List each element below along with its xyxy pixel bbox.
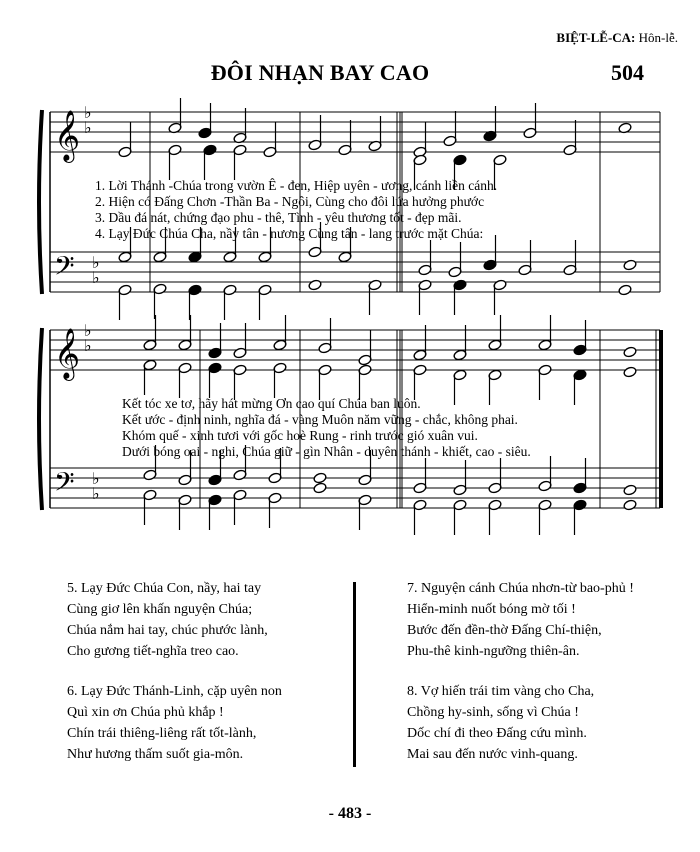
flat-key-signature: ♭: [92, 484, 100, 503]
lyric-line-2: 2. Hiện có Đấng Chơn -Thần Ba - Ngôi, Cùng cho đôi lứa hưởng phước: [95, 194, 485, 209]
lyric-line-1: Kết tóc xe tơ, hãy hát mừng Ơn cao quí Chúa ban luôn.: [122, 396, 421, 411]
verse-line: 5. Lạy Đức Chúa Con, nầy, hai tay: [67, 581, 262, 596]
bass-clef: 𝄢: [54, 466, 75, 504]
verse-line: Chúa nắm hai tay, chúc phước lành,: [67, 623, 268, 638]
note-head: [308, 279, 322, 291]
flat-key-signature: ♭: [92, 268, 100, 287]
verse-line: 8. Vợ hiến trái tim vàng cho Cha,: [407, 684, 595, 699]
treble-clef: 𝄞: [54, 110, 81, 161]
note-head: [313, 472, 327, 484]
system1-lyrics: [95, 178, 497, 241]
note-head: [313, 482, 327, 494]
verse-line: Cho gương tiết-nghĩa treo cao.: [67, 644, 239, 659]
note-head: [623, 259, 637, 271]
verse-line: 6. Lạy Đức Thánh-Linh, cặp uyên non: [67, 684, 282, 699]
verses-left-column: [67, 578, 337, 784]
verse-line: Dốc chí đi theo Đấng cứu mình.: [407, 726, 587, 741]
lyric-line-1: 1. Lời Thánh -Chúa trong vườn Ê - đen, Hiệp uyên - ương, cánh liền cánh.: [95, 178, 498, 193]
lyric-line-3: Khóm quế - xinh tươi với gốc hoè Rung - rinh trước gió xuân vui.: [122, 428, 478, 443]
flat-key-signature: ♭: [84, 118, 92, 137]
verse-line: Như hương thấm suốt gia-môn.: [67, 747, 244, 762]
lyric-line-4: Dưới bóng oai - nghi, Chúa giữ - gìn Nhân - duyên thánh - khiết, cao - siêu.: [122, 444, 531, 459]
note-head: [623, 484, 637, 496]
system-bracket: [39, 110, 42, 294]
verse-7: [407, 578, 677, 662]
verse-line: Cùng giơ lên khấn nguyện Chúa;: [67, 602, 253, 617]
verse-line: Phu-thê kinh-ngưỡng thiên-ân.: [407, 644, 580, 659]
verse-5: [67, 578, 337, 662]
music-notes: [118, 98, 637, 535]
note-head: [623, 346, 637, 358]
lyric-line-3: 3. Dầu đá nát, chứng đạo phu - thê, Tình - yêu thương tốt - đẹp mãi.: [95, 210, 462, 225]
bass-clef: 𝄢: [54, 250, 75, 288]
verses-right-column: [407, 578, 677, 784]
verse-line: Hiển-minh nuốt bóng mờ tối !: [407, 602, 576, 617]
verse-line: Bước đến đền-thờ Đấng Chí-thiện,: [407, 623, 602, 638]
verse-8: [407, 681, 677, 765]
verse-line: Chồng hy-sinh, sống vì Chúa !: [407, 705, 579, 720]
note-head: [623, 499, 637, 511]
verse-line: 7. Nguyện cánh Chúa nhơn-từ bao-phủ !: [407, 581, 634, 596]
system2-lyrics: [122, 396, 531, 459]
flat-key-signature: ♭: [84, 321, 92, 340]
category-value: Hôn-lễ.: [638, 30, 678, 45]
lyric-line-2: Kết ước - định ninh, nghĩa đá - vàng Muôn năm vững - chắc, không phai.: [122, 412, 518, 427]
hymn-number: 504: [611, 60, 644, 85]
flat-key-signature: ♭: [84, 103, 92, 122]
page-number: - 483 -: [328, 805, 372, 822]
system-bracket: [39, 328, 42, 510]
verse-line: Chín trái thiêng-liêng rất tốt-lành,: [67, 726, 257, 741]
verse-6: [67, 681, 337, 765]
flat-key-signature: ♭: [84, 336, 92, 355]
treble-clef: 𝄞: [54, 328, 81, 379]
category-label: BIỆT-LỄ-CA:: [556, 30, 636, 45]
verse-line: Mai sau đến nước vinh-quang.: [407, 747, 578, 762]
verse-divider: [353, 582, 356, 767]
lyric-line-4: 4. Lạy Đức Chúa Cha, nầy tân - nương Cùng tân - lang trước mặt Chúa:: [95, 226, 484, 241]
hymn-title: ĐÔI NHẠN BAY CAO: [210, 60, 430, 85]
note-head: [623, 366, 637, 378]
flat-key-signature: ♭: [92, 469, 100, 488]
verse-line: Quì xin ơn Chúa phủ khắp !: [67, 705, 224, 720]
note-head: [618, 284, 632, 296]
flat-key-signature: ♭: [92, 253, 100, 272]
